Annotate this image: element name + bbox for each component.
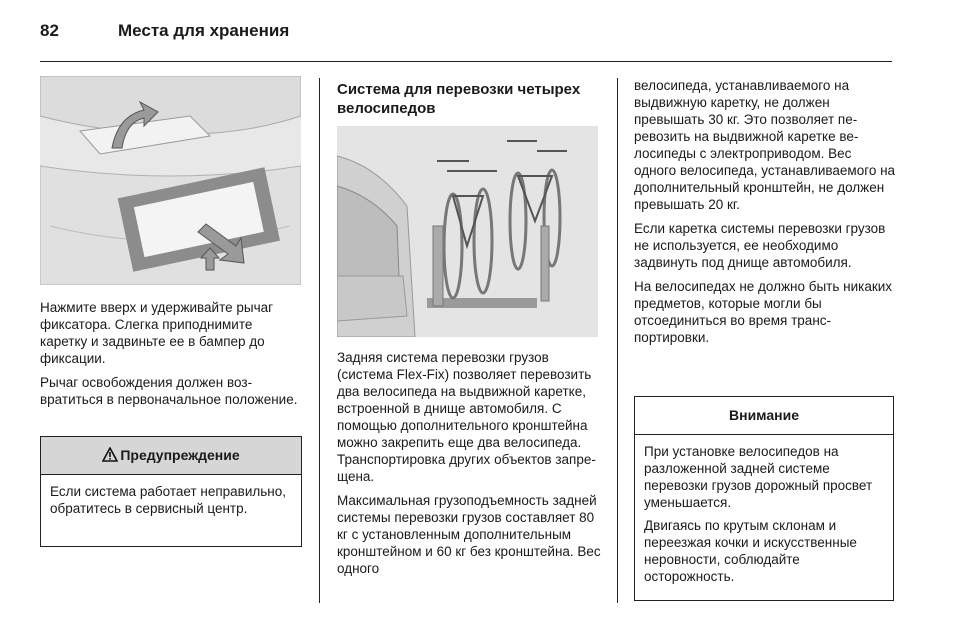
middle-paragraph: Задняя система перевозки грузов (система Flex-Fix) позволяет перевозить два велосипеда на выдвижной каретке, встроенной в днище автомобиля. С помощью дополнительного кронштейна можно закрепить еще два велосипеда. Транспортировка других объектов запрещена.	[337, 350, 596, 484]
bumper-carrier-illustration	[40, 76, 301, 285]
left-paragraph: Нажмите вверх и удерживайте рычаг фиксатора. Слегка приподнимите каретку и задвиньте ее в бампер до фиксации.	[40, 300, 274, 366]
warning-text: Если система работает неправильно, обратитесь в сервисный центр.	[50, 484, 287, 516]
header-divider	[40, 61, 892, 62]
right-paragraph: На велосипедах не должно быть никаких предметов, которые могли бы отсоединиться во время транспортировки.	[634, 279, 893, 345]
warning-header	[41, 437, 301, 475]
warning-title: Предупреждение	[120, 447, 240, 463]
notice-box	[634, 396, 894, 601]
column-divider-right	[617, 78, 618, 603]
notice-body	[635, 435, 893, 599]
left-column-text	[40, 299, 302, 415]
middle-paragraph: Максимальная грузоподъемность задней системы перевозки грузов составляет 80 кг с установленным дополнительным кронштейном и 60 кг без кронштейна. Вес одного	[337, 493, 601, 576]
warning-body	[41, 475, 301, 531]
notice-header: Внимание	[635, 397, 893, 435]
middle-column-text	[337, 349, 602, 584]
notice-text: При установке велосипедов на разложенной задней системе перевозки грузов дорожный просвет уменьшается.	[644, 444, 873, 510]
left-paragraph: Рычаг освобождения должен возвратиться в первоначальное положение.	[40, 375, 298, 407]
page-title: Места для хранения	[118, 21, 290, 40]
section-heading: Система для перевозки четырех велосипедов	[337, 81, 581, 117]
column-divider-left	[319, 78, 320, 603]
notice-text: Двигаясь по крутым склонам и переезжая кочки и искусственные неровности, соблюдайте осторожность.	[644, 518, 857, 584]
warning-triangle-icon	[102, 439, 118, 476]
right-paragraph: велосипеда, устанавливаемого на выдвижную каретку, не должен превышать 30 кг. Это позволяет перевозить на выдвижной каретке велосипеды с электроприводом. Вес одного велосипеда, устанавливаемого на дополнительный кронштейн, не должен превышать 20 кг.	[634, 78, 896, 212]
four-bike-carrier-illustration	[337, 126, 598, 337]
right-column-text	[634, 77, 896, 353]
right-paragraph: Если каретка системы перевозки грузов не используется, ее необходимо задвинуть под днище автомобиля.	[634, 221, 886, 270]
page-number: 82	[40, 21, 59, 40]
warning-box	[40, 436, 302, 547]
